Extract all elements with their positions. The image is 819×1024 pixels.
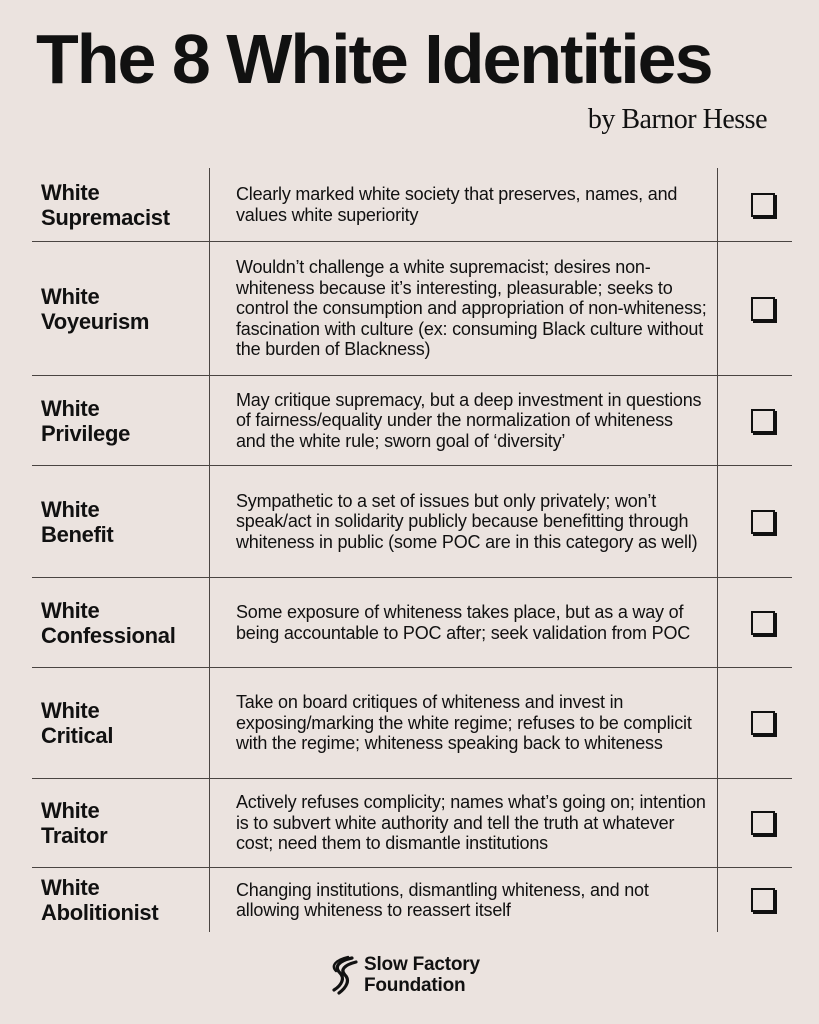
identity-name-line1: White	[41, 395, 100, 421]
table-row	[32, 168, 792, 242]
page-title: The 8 White Identities	[36, 20, 712, 98]
check-cell	[718, 668, 792, 778]
identity-name-line2: Voyeurism	[41, 308, 150, 334]
footer-logo	[330, 954, 480, 996]
identity-checkbox[interactable]	[751, 811, 775, 835]
byline: by Barnor Hesse	[587, 104, 767, 135]
check-cell	[718, 466, 792, 577]
identity-name-line2: Benefit	[41, 521, 114, 547]
identity-name	[32, 466, 210, 577]
slow-factory-logo-icon	[330, 955, 358, 995]
identity-description	[210, 578, 718, 667]
identity-description	[210, 242, 718, 375]
check-cell	[718, 779, 792, 867]
identity-name-line2: Traitor	[41, 823, 108, 848]
identity-name-line1: White	[41, 179, 100, 205]
identity-description-text: May critique supremacy, but a deep investment in questions of fairness/equality under the normalization of whiteness and the white rule; sworn goal of ‘diversity’	[236, 389, 702, 451]
identity-description-text: Actively refuses complicity; names what’s going on; intention is to subvert white authority and tell the truth at whatever cost; need them to dismantle institutions	[236, 792, 706, 854]
identity-name-line2: Confessional	[41, 622, 176, 648]
check-cell	[718, 168, 792, 241]
org-name-line2: Foundation	[364, 975, 466, 996]
identity-description-text: Wouldn’t challenge a white supremacist; desires non-whiteness because it’s interesting, pleasurable; seeks to control the consumption and appropriation of non-whiteness; fascination with culture (ex: consuming Black culture without the burden of Blackness)	[236, 257, 707, 360]
identity-description	[210, 779, 718, 867]
table-row	[32, 466, 792, 578]
identity-name-line1: White	[41, 798, 100, 823]
identity-name	[32, 578, 210, 667]
identity-description-text: Some exposure of whiteness takes place, but as a way of being accountable to POC after; seek validation from POC	[236, 602, 691, 643]
identity-description-text: Changing institutions, dismantling whiteness, and not allowing whiteness to reassert itself	[236, 879, 649, 920]
identity-name	[32, 242, 210, 375]
identity-name-line1: White	[41, 698, 100, 723]
identity-checkbox[interactable]	[751, 409, 775, 433]
identity-name	[32, 779, 210, 867]
table-row	[32, 668, 792, 779]
identity-name	[32, 668, 210, 778]
identity-checkbox[interactable]	[751, 193, 775, 217]
table-row	[32, 376, 792, 466]
identity-checkbox[interactable]	[751, 888, 775, 912]
check-cell	[718, 376, 792, 465]
identity-name-line2: Critical	[41, 723, 114, 748]
identity-name-line1: White	[41, 283, 100, 309]
identity-description-text: Take on board critiques of whiteness and invest in exposing/marking the white regime; refuses to be complicit with the regime; whiteness speaking back to whiteness	[236, 692, 692, 754]
identity-name-line2: Privilege	[41, 420, 131, 446]
table-row	[32, 242, 792, 376]
table-row	[32, 578, 792, 668]
identity-name-line2: Supremacist	[41, 204, 170, 230]
identity-name-line1: White	[41, 597, 100, 623]
identity-name-line1: White	[41, 496, 100, 522]
check-cell	[718, 578, 792, 667]
org-name	[364, 954, 480, 996]
identity-description	[210, 376, 718, 465]
identity-description	[210, 466, 718, 577]
identity-name-line1: White	[41, 875, 100, 900]
identity-name	[32, 868, 210, 932]
identities-table	[32, 168, 792, 932]
identity-checkbox[interactable]	[751, 510, 775, 534]
org-name-line1: Slow Factory	[364, 954, 480, 975]
table-row	[32, 868, 792, 932]
check-cell	[718, 868, 792, 932]
identity-checkbox[interactable]	[751, 611, 775, 635]
identity-name	[32, 168, 210, 241]
identity-description	[210, 868, 718, 932]
check-cell	[718, 242, 792, 375]
identity-description-text: Clearly marked white society that preserves, names, and values white superiority	[236, 184, 678, 225]
identity-description	[210, 668, 718, 778]
table-row	[32, 779, 792, 868]
identity-description	[210, 168, 718, 241]
identity-name-line2: Abolitionist	[41, 900, 159, 925]
identity-checkbox[interactable]	[751, 711, 775, 735]
identity-name	[32, 376, 210, 465]
identity-description-text: Sympathetic to a set of issues but only privately; won’t speak/act in solidarity publicly because benefitting through whiteness in public (some POC are in this category as well)	[236, 490, 698, 552]
identity-checkbox[interactable]	[751, 297, 775, 321]
